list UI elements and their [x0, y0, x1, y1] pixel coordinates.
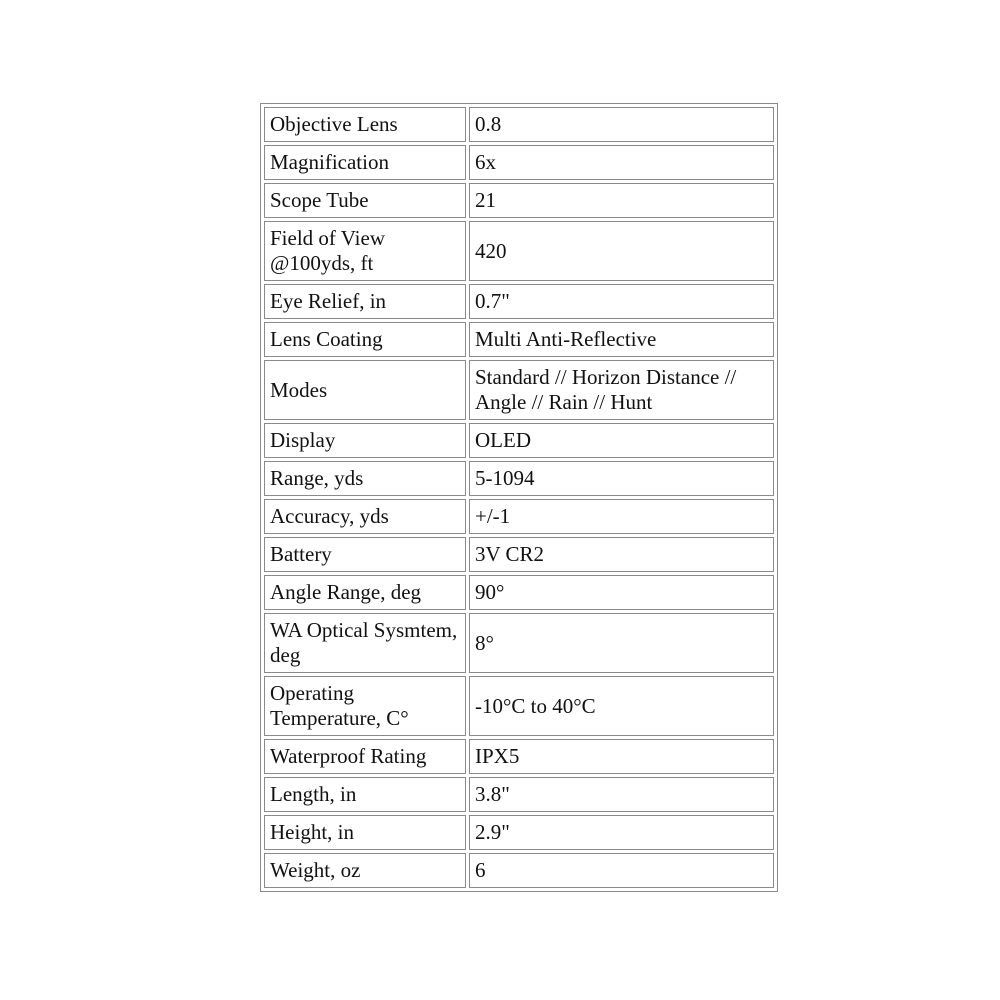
spec-value: 8°: [469, 613, 774, 673]
table-row: [264, 499, 774, 534]
spec-value: 2.9": [469, 815, 774, 850]
spec-value: 90°: [469, 575, 774, 610]
table-row: [264, 322, 774, 357]
spec-value: Multi Anti-Reflective: [469, 322, 774, 357]
table-row: [264, 423, 774, 458]
spec-label: Height, in: [264, 815, 466, 850]
table-row: [264, 183, 774, 218]
table-row: [264, 613, 774, 673]
spec-label: Accuracy, yds: [264, 499, 466, 534]
spec-value: 6x: [469, 145, 774, 180]
table-row: [264, 777, 774, 812]
spec-label: Scope Tube: [264, 183, 466, 218]
table-row: [264, 284, 774, 319]
table-row: [264, 461, 774, 496]
spec-label: Operating Temperature, C°: [264, 676, 466, 736]
spec-value: 21: [469, 183, 774, 218]
spec-value: IPX5: [469, 739, 774, 774]
table-row: [264, 815, 774, 850]
spec-value: 3.8": [469, 777, 774, 812]
table-row: [264, 107, 774, 142]
spec-label: Waterproof Rating: [264, 739, 466, 774]
spec-label: Range, yds: [264, 461, 466, 496]
table-row: [264, 853, 774, 888]
spec-label: Eye Relief, in: [264, 284, 466, 319]
spec-value: 6: [469, 853, 774, 888]
spec-label: Angle Range, deg: [264, 575, 466, 610]
specifications-table: [260, 103, 778, 892]
spec-label: Weight, oz: [264, 853, 466, 888]
table-row: [264, 360, 774, 420]
spec-label: Field of View @100yds, ft: [264, 221, 466, 281]
spec-label: Lens Coating: [264, 322, 466, 357]
spec-label: Modes: [264, 360, 466, 420]
table-row: [264, 676, 774, 736]
spec-label: Objective Lens: [264, 107, 466, 142]
spec-label: Length, in: [264, 777, 466, 812]
table-row: [264, 739, 774, 774]
table-row: [264, 145, 774, 180]
spec-value: 5-1094: [469, 461, 774, 496]
spec-value: 3V CR2: [469, 537, 774, 572]
spec-label: Magnification: [264, 145, 466, 180]
spec-value: Standard // Horizon Distance // Angle // Rain // Hunt: [469, 360, 774, 420]
table-row: [264, 221, 774, 281]
spec-value: 0.8: [469, 107, 774, 142]
spec-value: 420: [469, 221, 774, 281]
spec-label: Battery: [264, 537, 466, 572]
spec-label: Display: [264, 423, 466, 458]
spec-value: -10°C to 40°C: [469, 676, 774, 736]
spec-value: 0.7": [469, 284, 774, 319]
table-row: [264, 537, 774, 572]
spec-label: WA Optical Sysmtem, deg: [264, 613, 466, 673]
spec-value: OLED: [469, 423, 774, 458]
spec-value: +/-1: [469, 499, 774, 534]
table-row: [264, 575, 774, 610]
